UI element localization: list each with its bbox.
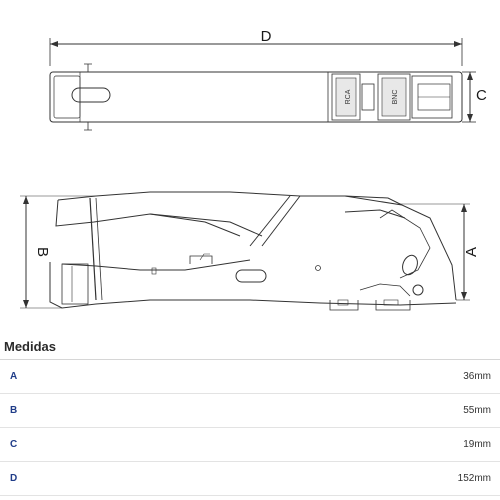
measurements-title: Medidas: [0, 335, 500, 360]
measurement-label: D: [10, 473, 18, 484]
measurement-row-c: [0, 428, 500, 462]
measurement-row-d: [0, 462, 500, 496]
measurement-label: A: [10, 371, 18, 382]
dimension-a-label: A: [463, 246, 480, 258]
dimension-b-label: B: [34, 246, 51, 258]
dimension-d: [50, 28, 462, 66]
measurement-row-b: [0, 394, 500, 428]
measurement-value: 36mm: [463, 371, 491, 382]
bnc-slot-label: BNC: [392, 89, 399, 105]
measurement-label: C: [10, 439, 18, 450]
dimension-c: [462, 72, 487, 122]
measurements-table: [0, 335, 500, 496]
measurement-row-a: [0, 360, 500, 394]
tool-top-view: [50, 64, 462, 130]
measurement-label: B: [10, 405, 18, 416]
rca-slot-label: RCA: [345, 89, 352, 105]
dimension-a: [400, 204, 480, 300]
measurement-value: 19mm: [463, 439, 491, 450]
measurement-value: 152mm: [457, 473, 491, 484]
dimension-c-label: C: [476, 87, 487, 104]
tool-side-view: [50, 192, 456, 310]
dimension-d-label: D: [260, 28, 272, 45]
measurement-value: 55mm: [463, 405, 491, 416]
dimension-b: [20, 196, 96, 308]
